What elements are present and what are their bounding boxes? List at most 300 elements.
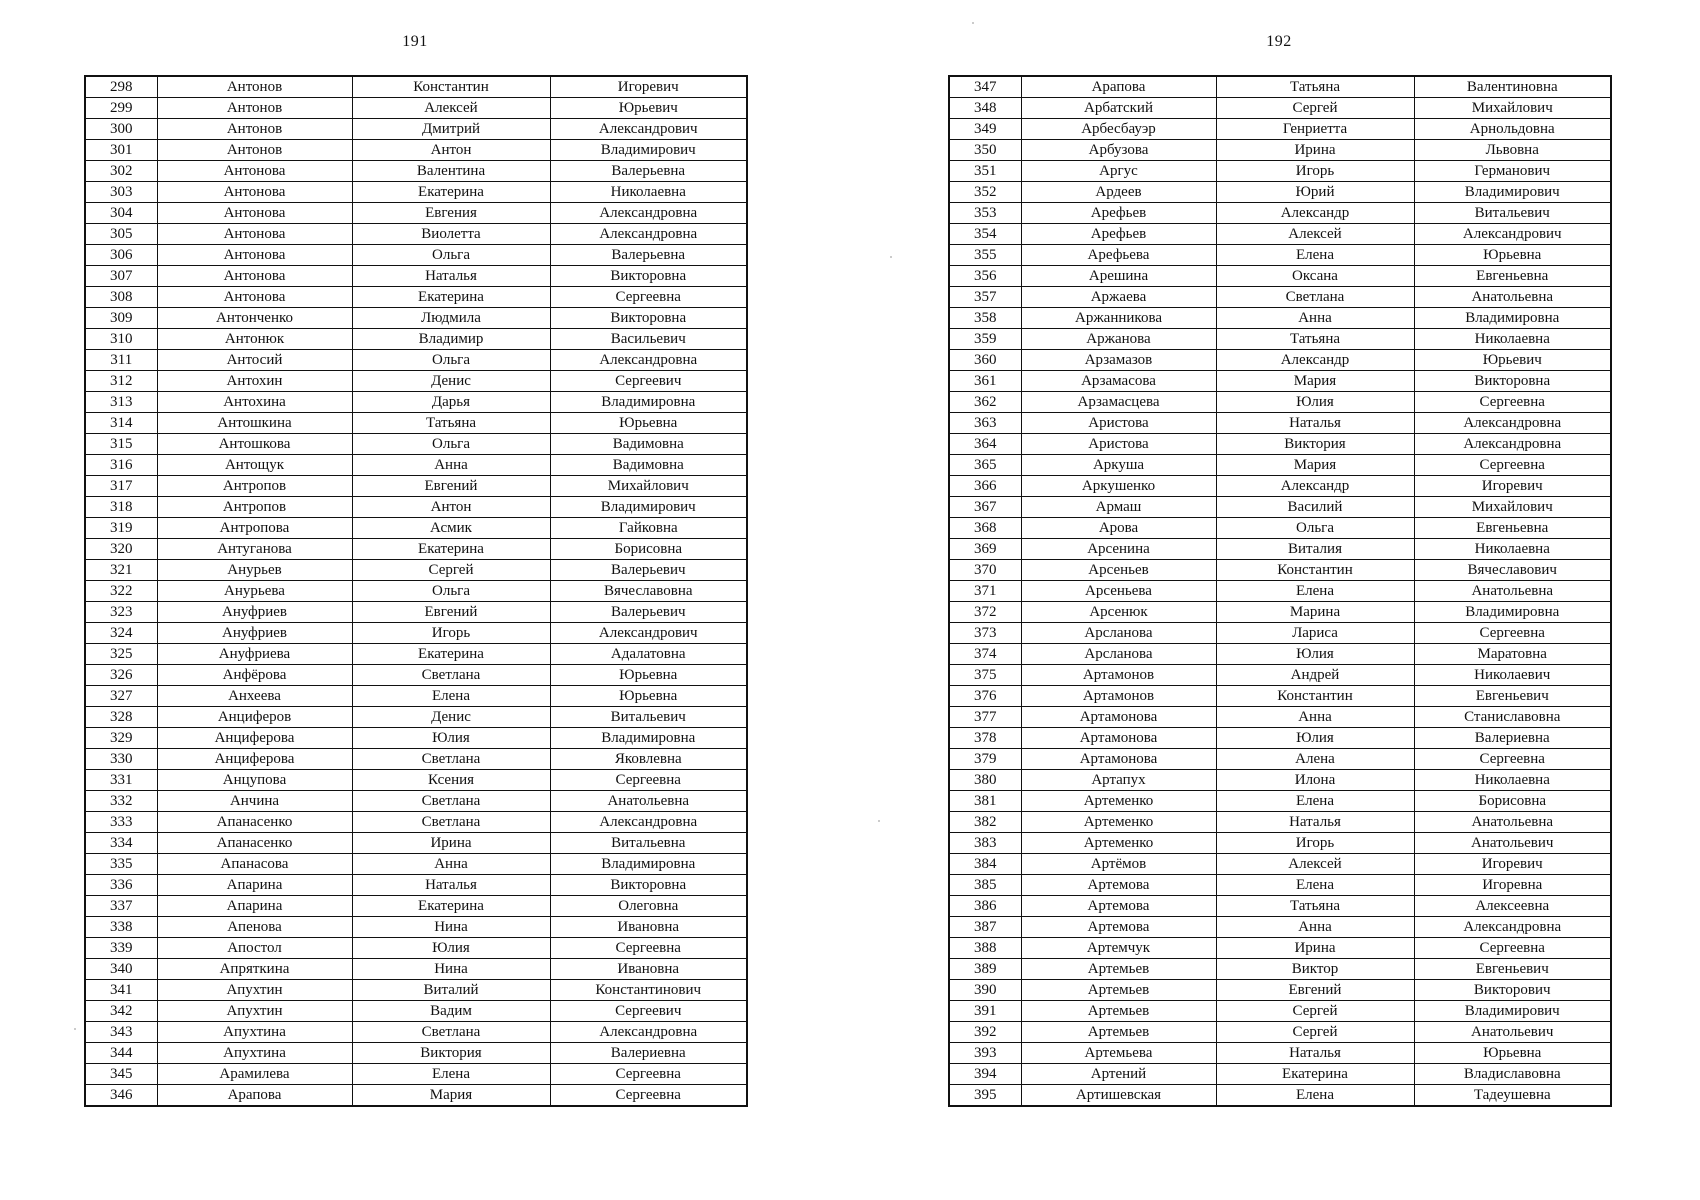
patronymic-cell: Александровна [550, 1022, 747, 1043]
table-row [949, 266, 1611, 287]
first-name-cell: Татьяна [1216, 329, 1414, 350]
scan-speck [890, 256, 892, 258]
patronymic-cell: Анатольевна [550, 791, 747, 812]
surname-cell: Антонов [157, 76, 352, 98]
table-row [85, 245, 747, 266]
first-name-cell: Татьяна [352, 413, 550, 434]
first-name-cell: Мария [1216, 455, 1414, 476]
surname-cell: Ардеев [1021, 182, 1216, 203]
patronymic-cell: Евгеньевич [1414, 686, 1611, 707]
row-number-cell: 362 [949, 392, 1021, 413]
table-row [949, 329, 1611, 350]
patronymic-cell: Михайлович [550, 476, 747, 497]
surname-cell: Антощук [157, 455, 352, 476]
scan-speck [74, 1028, 76, 1030]
surname-cell: Арапова [157, 1085, 352, 1107]
patronymic-cell: Валерьевна [550, 245, 747, 266]
patronymic-cell: Владимировна [1414, 602, 1611, 623]
first-name-cell: Екатерина [352, 182, 550, 203]
surname-cell: Анхеева [157, 686, 352, 707]
first-name-cell: Светлана [352, 1022, 550, 1043]
patronymic-cell: Викторович [1414, 980, 1611, 1001]
surname-cell: Артамонова [1021, 707, 1216, 728]
patronymic-cell: Сергеевна [550, 938, 747, 959]
table-row [85, 623, 747, 644]
surname-cell: Арбесбауэр [1021, 119, 1216, 140]
row-number-cell: 321 [85, 560, 157, 581]
first-name-cell: Ольга [352, 581, 550, 602]
first-name-cell: Игорь [1216, 161, 1414, 182]
surname-cell: Антохина [157, 392, 352, 413]
page-right [948, 0, 1610, 1200]
first-name-cell: Сергей [1216, 1001, 1414, 1022]
table-row [949, 602, 1611, 623]
page-left [84, 0, 746, 1200]
row-number-cell: 300 [85, 119, 157, 140]
row-number-cell: 317 [85, 476, 157, 497]
surname-cell: Анфёрова [157, 665, 352, 686]
first-name-cell: Лариса [1216, 623, 1414, 644]
page-number: 192 [1266, 33, 1292, 50]
surname-cell: Апухтина [157, 1043, 352, 1064]
patronymic-cell: Игоревна [1414, 875, 1611, 896]
surname-cell: Апухтина [157, 1022, 352, 1043]
row-number-cell: 327 [85, 686, 157, 707]
table-row [85, 266, 747, 287]
patronymic-cell: Витальевич [1414, 203, 1611, 224]
patronymic-cell: Васильевич [550, 329, 747, 350]
surname-cell: Апанасенко [157, 812, 352, 833]
surname-cell: Антохин [157, 371, 352, 392]
row-number-cell: 359 [949, 329, 1021, 350]
table-row [949, 434, 1611, 455]
patronymic-cell: Валентиновна [1414, 76, 1611, 98]
patronymic-cell: Валериевна [1414, 728, 1611, 749]
patronymic-cell: Владимировна [550, 728, 747, 749]
row-number-cell: 313 [85, 392, 157, 413]
first-name-cell: Евгений [1216, 980, 1414, 1001]
roster-table [84, 75, 748, 1107]
first-name-cell: Илона [1216, 770, 1414, 791]
surname-cell: Апарина [157, 875, 352, 896]
first-name-cell: Елена [1216, 791, 1414, 812]
first-name-cell: Виталий [352, 980, 550, 1001]
patronymic-cell: Владимирович [1414, 182, 1611, 203]
row-number-cell: 348 [949, 98, 1021, 119]
patronymic-cell: Евгеньевна [1414, 518, 1611, 539]
row-number-cell: 387 [949, 917, 1021, 938]
table-row [949, 497, 1611, 518]
first-name-cell: Константин [352, 76, 550, 98]
table-row [949, 686, 1611, 707]
table-row [949, 791, 1611, 812]
surname-cell: Антропов [157, 476, 352, 497]
first-name-cell: Екатерина [352, 539, 550, 560]
first-name-cell: Александр [1216, 476, 1414, 497]
table-row [85, 224, 747, 245]
first-name-cell: Денис [352, 707, 550, 728]
patronymic-cell: Станиславовна [1414, 707, 1611, 728]
surname-cell: Артамонов [1021, 686, 1216, 707]
row-number-cell: 378 [949, 728, 1021, 749]
first-name-cell: Анна [1216, 917, 1414, 938]
surname-cell: Апостол [157, 938, 352, 959]
surname-cell: Анцупова [157, 770, 352, 791]
first-name-cell: Сергей [352, 560, 550, 581]
surname-cell: Артапух [1021, 770, 1216, 791]
patronymic-cell: Вадимовна [550, 455, 747, 476]
first-name-cell: Анна [1216, 308, 1414, 329]
surname-cell: Апухтин [157, 1001, 352, 1022]
patronymic-cell: Ивановна [550, 959, 747, 980]
row-number-cell: 303 [85, 182, 157, 203]
first-name-cell: Евгения [352, 203, 550, 224]
patronymic-cell: Александровна [1414, 434, 1611, 455]
surname-cell: Артеменко [1021, 791, 1216, 812]
patronymic-cell: Тадеушевна [1414, 1085, 1611, 1107]
table-row [85, 497, 747, 518]
surname-cell: Арефьев [1021, 224, 1216, 245]
patronymic-cell: Александрович [1414, 224, 1611, 245]
patronymic-cell: Сергеевич [550, 1001, 747, 1022]
first-name-cell: Константин [1216, 686, 1414, 707]
table-row [949, 644, 1611, 665]
first-name-cell: Наталья [1216, 413, 1414, 434]
row-number-cell: 389 [949, 959, 1021, 980]
surname-cell: Апарина [157, 896, 352, 917]
patronymic-cell: Евгеньевна [1414, 266, 1611, 287]
patronymic-cell: Александровна [550, 812, 747, 833]
patronymic-cell: Михайлович [1414, 98, 1611, 119]
table-row [949, 665, 1611, 686]
row-number-cell: 394 [949, 1064, 1021, 1085]
row-number-cell: 343 [85, 1022, 157, 1043]
surname-cell: Арефьева [1021, 245, 1216, 266]
patronymic-cell: Николаевич [1414, 665, 1611, 686]
row-number-cell: 374 [949, 644, 1021, 665]
patronymic-cell: Сергеевич [550, 371, 747, 392]
first-name-cell: Нина [352, 917, 550, 938]
first-name-cell: Виктор [1216, 959, 1414, 980]
surname-cell: Антонюк [157, 329, 352, 350]
table-row [949, 959, 1611, 980]
first-name-cell: Алена [1216, 749, 1414, 770]
row-number-cell: 338 [85, 917, 157, 938]
patronymic-cell: Сергеевна [1414, 749, 1611, 770]
row-number-cell: 356 [949, 266, 1021, 287]
patronymic-cell: Вячеславовна [550, 581, 747, 602]
surname-cell: Анциферова [157, 728, 352, 749]
first-name-cell: Ирина [1216, 140, 1414, 161]
patronymic-cell: Борисовна [550, 539, 747, 560]
first-name-cell: Оксана [1216, 266, 1414, 287]
patronymic-cell: Александровна [1414, 917, 1611, 938]
surname-cell: Антропов [157, 497, 352, 518]
patronymic-cell: Михайлович [1414, 497, 1611, 518]
first-name-cell: Александр [1216, 350, 1414, 371]
patronymic-cell: Адалатовна [550, 644, 747, 665]
surname-cell: Антошкина [157, 413, 352, 434]
surname-cell: Артемьев [1021, 1001, 1216, 1022]
table-row [85, 1085, 747, 1107]
table-row [949, 224, 1611, 245]
patronymic-cell: Анатольевна [1414, 581, 1611, 602]
table-row [949, 413, 1611, 434]
first-name-cell: Алексей [352, 98, 550, 119]
row-number-cell: 304 [85, 203, 157, 224]
surname-cell: Апухтин [157, 980, 352, 1001]
patronymic-cell: Львовна [1414, 140, 1611, 161]
first-name-cell: Сергей [1216, 1022, 1414, 1043]
table-row [85, 392, 747, 413]
row-number-cell: 332 [85, 791, 157, 812]
scan-speck [878, 820, 880, 822]
surname-cell: Аристова [1021, 413, 1216, 434]
row-number-cell: 347 [949, 76, 1021, 98]
patronymic-cell: Юрьевна [550, 686, 747, 707]
row-number-cell: 326 [85, 665, 157, 686]
surname-cell: Арбузова [1021, 140, 1216, 161]
patronymic-cell: Евгеньевич [1414, 959, 1611, 980]
first-name-cell: Екатерина [1216, 1064, 1414, 1085]
surname-cell: Арешина [1021, 266, 1216, 287]
table-row [85, 644, 747, 665]
surname-cell: Арзамазов [1021, 350, 1216, 371]
table-row [85, 686, 747, 707]
row-number-cell: 370 [949, 560, 1021, 581]
first-name-cell: Андрей [1216, 665, 1414, 686]
surname-cell: Артеменко [1021, 833, 1216, 854]
table-row [85, 917, 747, 938]
first-name-cell: Вадим [352, 1001, 550, 1022]
table-row [85, 749, 747, 770]
surname-cell: Антошкова [157, 434, 352, 455]
table-row [949, 371, 1611, 392]
row-number-cell: 381 [949, 791, 1021, 812]
row-number-cell: 368 [949, 518, 1021, 539]
patronymic-cell: Алексеевна [1414, 896, 1611, 917]
surname-cell: Апряткина [157, 959, 352, 980]
first-name-cell: Дарья [352, 392, 550, 413]
patronymic-cell: Сергеевна [1414, 623, 1611, 644]
row-number-cell: 319 [85, 518, 157, 539]
patronymic-cell: Викторовна [550, 308, 747, 329]
row-number-cell: 349 [949, 119, 1021, 140]
surname-cell: Артемьев [1021, 980, 1216, 1001]
first-name-cell: Елена [352, 686, 550, 707]
table-row [949, 770, 1611, 791]
row-number-cell: 308 [85, 287, 157, 308]
surname-cell: Анчина [157, 791, 352, 812]
row-number-cell: 320 [85, 539, 157, 560]
surname-cell: Апенова [157, 917, 352, 938]
table-row [949, 245, 1611, 266]
table-row [949, 287, 1611, 308]
surname-cell: Артамонов [1021, 665, 1216, 686]
row-number-cell: 346 [85, 1085, 157, 1107]
surname-cell: Ануфриев [157, 602, 352, 623]
surname-cell: Анциферов [157, 707, 352, 728]
first-name-cell: Ольга [352, 350, 550, 371]
row-number-cell: 315 [85, 434, 157, 455]
patronymic-cell: Александрович [550, 119, 747, 140]
table-row [85, 959, 747, 980]
patronymic-cell: Сергеевна [550, 1064, 747, 1085]
surname-cell: Антонова [157, 266, 352, 287]
first-name-cell: Ксения [352, 770, 550, 791]
table-row [85, 350, 747, 371]
surname-cell: Антонова [157, 245, 352, 266]
surname-cell: Артамонова [1021, 728, 1216, 749]
table-row [85, 581, 747, 602]
first-name-cell: Елена [1216, 1085, 1414, 1107]
patronymic-cell: Олеговна [550, 896, 747, 917]
first-name-cell: Екатерина [352, 287, 550, 308]
surname-cell: Арсенюк [1021, 602, 1216, 623]
table-row [85, 539, 747, 560]
row-number-cell: 309 [85, 308, 157, 329]
surname-cell: Антонова [157, 182, 352, 203]
table-row [85, 938, 747, 959]
first-name-cell: Юлия [352, 938, 550, 959]
row-number-cell: 369 [949, 539, 1021, 560]
table-row [949, 76, 1611, 98]
patronymic-cell: Владимировна [550, 392, 747, 413]
row-number-cell: 302 [85, 161, 157, 182]
patronymic-cell: Викторовна [550, 875, 747, 896]
first-name-cell: Юлия [1216, 728, 1414, 749]
table-row [85, 791, 747, 812]
first-name-cell: Анна [352, 455, 550, 476]
patronymic-cell: Валерьевич [550, 560, 747, 581]
row-number-cell: 299 [85, 98, 157, 119]
surname-cell: Антонова [157, 287, 352, 308]
table-row [85, 98, 747, 119]
row-number-cell: 312 [85, 371, 157, 392]
table-row [85, 980, 747, 1001]
surname-cell: Артений [1021, 1064, 1216, 1085]
table-row [949, 749, 1611, 770]
first-name-cell: Юлия [1216, 392, 1414, 413]
table-row [949, 980, 1611, 1001]
patronymic-cell: Александровна [550, 203, 747, 224]
table-row [949, 455, 1611, 476]
table-row [949, 161, 1611, 182]
patronymic-cell: Александровна [550, 224, 747, 245]
row-number-cell: 376 [949, 686, 1021, 707]
row-number-cell: 371 [949, 581, 1021, 602]
row-number-cell: 334 [85, 833, 157, 854]
patronymic-cell: Игоревич [1414, 476, 1611, 497]
row-number-cell: 301 [85, 140, 157, 161]
patronymic-cell: Сергеевна [1414, 938, 1611, 959]
patronymic-cell: Сергеевна [1414, 455, 1611, 476]
first-name-cell: Светлана [352, 812, 550, 833]
row-number-cell: 395 [949, 1085, 1021, 1107]
table-row [85, 896, 747, 917]
surname-cell: Антропова [157, 518, 352, 539]
row-number-cell: 358 [949, 308, 1021, 329]
table-row [949, 1022, 1611, 1043]
first-name-cell: Татьяна [1216, 76, 1414, 98]
first-name-cell: Валентина [352, 161, 550, 182]
first-name-cell: Мария [352, 1085, 550, 1107]
patronymic-cell: Анатольевна [1414, 287, 1611, 308]
table-row [949, 560, 1611, 581]
surname-cell: Аристова [1021, 434, 1216, 455]
patronymic-cell: Сергеевна [550, 1085, 747, 1107]
table-row [85, 329, 747, 350]
table-row [85, 1022, 747, 1043]
table-row [85, 476, 747, 497]
patronymic-cell: Валериевна [550, 1043, 747, 1064]
row-number-cell: 330 [85, 749, 157, 770]
surname-cell: Аржанникова [1021, 308, 1216, 329]
surname-cell: Анурьева [157, 581, 352, 602]
first-name-cell: Наталья [1216, 812, 1414, 833]
row-number-cell: 341 [85, 980, 157, 1001]
table-row [85, 518, 747, 539]
table-row [949, 707, 1611, 728]
row-number-cell: 383 [949, 833, 1021, 854]
table-row [949, 518, 1611, 539]
row-number-cell: 306 [85, 245, 157, 266]
first-name-cell: Светлана [1216, 287, 1414, 308]
patronymic-cell: Гайковна [550, 518, 747, 539]
table-row [949, 476, 1611, 497]
row-number-cell: 336 [85, 875, 157, 896]
row-number-cell: 345 [85, 1064, 157, 1085]
surname-cell: Артемова [1021, 875, 1216, 896]
first-name-cell: Алексей [1216, 224, 1414, 245]
table-row [949, 917, 1611, 938]
table-row [85, 1064, 747, 1085]
surname-cell: Артемова [1021, 917, 1216, 938]
table-row [949, 938, 1611, 959]
patronymic-cell: Александровна [550, 350, 747, 371]
row-number-cell: 393 [949, 1043, 1021, 1064]
row-number-cell: 382 [949, 812, 1021, 833]
first-name-cell: Светлана [352, 749, 550, 770]
row-number-cell: 386 [949, 896, 1021, 917]
patronymic-cell: Витальевна [550, 833, 747, 854]
row-number-cell: 328 [85, 707, 157, 728]
first-name-cell: Екатерина [352, 896, 550, 917]
surname-cell: Артемьев [1021, 959, 1216, 980]
first-name-cell: Виктория [352, 1043, 550, 1064]
first-name-cell: Наталья [1216, 1043, 1414, 1064]
surname-cell: Аржанова [1021, 329, 1216, 350]
surname-cell: Арсеньев [1021, 560, 1216, 581]
first-name-cell: Ольга [1216, 518, 1414, 539]
surname-cell: Арзамасцева [1021, 392, 1216, 413]
first-name-cell: Нина [352, 959, 550, 980]
first-name-cell: Сергей [1216, 98, 1414, 119]
roster-table [948, 75, 1612, 1107]
surname-cell: Артишевская [1021, 1085, 1216, 1107]
surname-cell: Артемчук [1021, 938, 1216, 959]
row-number-cell: 365 [949, 455, 1021, 476]
patronymic-cell: Сергеевна [550, 770, 747, 791]
surname-cell: Арсланова [1021, 644, 1216, 665]
row-number-cell: 360 [949, 350, 1021, 371]
patronymic-cell: Ивановна [550, 917, 747, 938]
surname-cell: Анциферова [157, 749, 352, 770]
row-number-cell: 350 [949, 140, 1021, 161]
surname-cell: Антонов [157, 140, 352, 161]
row-number-cell: 322 [85, 581, 157, 602]
first-name-cell: Наталья [352, 266, 550, 287]
